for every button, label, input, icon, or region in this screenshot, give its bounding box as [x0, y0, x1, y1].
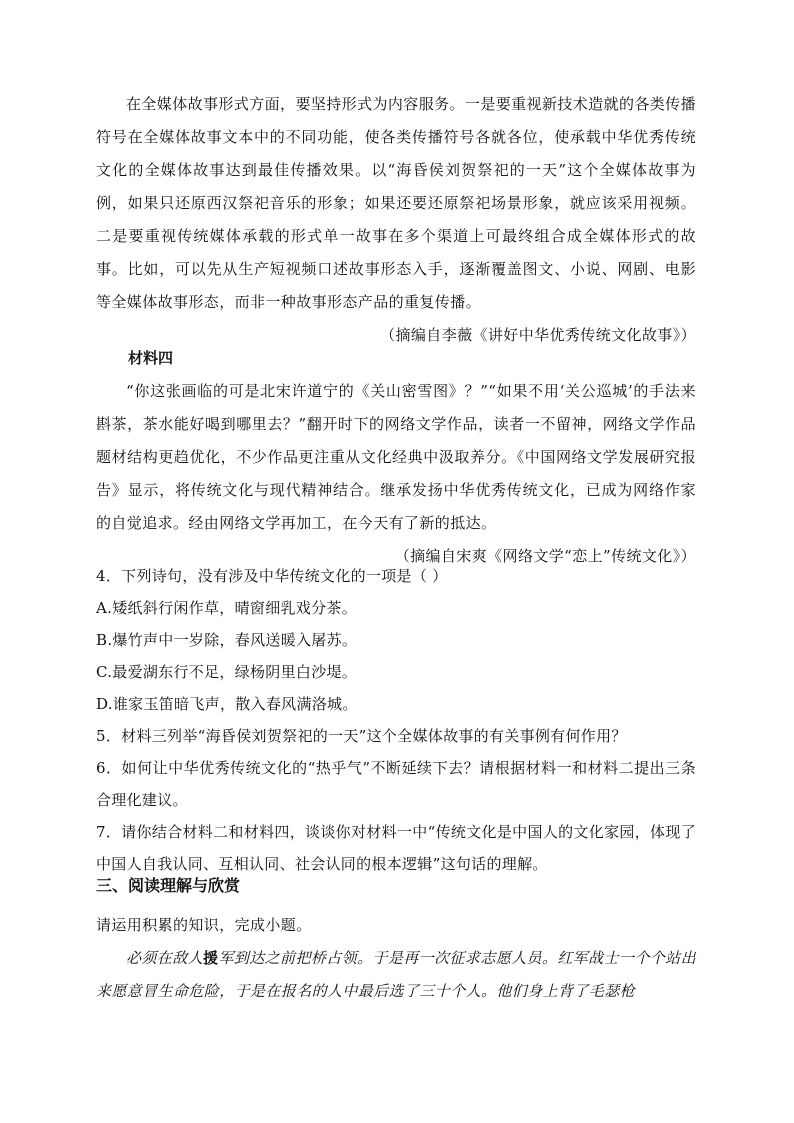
section-three-title: 三、阅读理解与欣赏	[96, 878, 241, 895]
question-6: 6．如何让中华优秀传统文化的“热乎气”不断延续下去？请根据材料一和材料二提出三条合理化建议。	[96, 759, 696, 809]
question-4-option-c: C.最爱湖东行不足，绿杨阴里白沙堤。	[96, 663, 358, 681]
section-three	[96, 870, 696, 1008]
material-four-source: （摘编自宋爽《网络文学“恋上”传统文化》）	[394, 547, 696, 565]
passage-text-after: 军到达之前把桥占领。于是再一次征求志愿人员。红军战士一个个站出来愿意冒生命危险，于是在报名的人中最后选了三十个人。他们身上背了毛瑟枪	[96, 949, 696, 1000]
material-four	[96, 342, 696, 573]
material-three-source: （摘编自李薇《讲好中华优秀传统文化故事》）	[380, 326, 696, 344]
question-4-option-b: B.爆竹声中一岁除，春风送暖入屠苏。	[96, 631, 358, 649]
question-5: 5．材料三列举“海昏侯刘贺祭祀的一天”这个全媒体故事的有关事例有何作用？	[96, 727, 627, 745]
passage-bold-word: 援	[203, 949, 219, 967]
question-4-stem: 4．下列诗句，没有涉及中华传统文化的一项是（ ）	[96, 567, 448, 585]
section-three-passage	[96, 942, 696, 1008]
material-four-heading: 材料四	[128, 349, 174, 367]
material-three-paragraph: 在全媒体故事形式方面，要坚持形式为内容服务。一是要重视新技术造就的各类传播符号在全媒体故事文本中的不同功能，使各类传播符号各就各位，使承载中华优秀传统文化的全媒体故事达到最佳传播效果。以“海昏侯刘贺祭祀的一天”这个全媒体故事为例，如果只还原西汉祭祀音乐的形象；如果还要还原祭祀场景形象，就应该采用视频。二是要重视传统媒体承载的形式单一故事在多个渠道上可最终组合成全媒体形式的故事。比如，可以先从生产短视频口述故事形态入手，逐渐覆盖图文、小说、网剧、电影等全媒体故事形态，而非一种故事形态产品的重复传播。	[96, 95, 696, 311]
question-7: 7．请你结合材料二和材料四，谈谈你对材料一中“传统文化是中国人的文化家园，体现了中国人自我认同、互相认同、社会认同的根本逻辑”这句话的理解。	[96, 823, 696, 873]
question-4-option-d: D.谁家玉笛暗飞声，散入春风满洛城。	[96, 695, 358, 713]
material-four-paragraph: “你这张画临的可是北宋许道宁的《关山密雪图》？”“如果不用‘关公巡城’的手法来斟茶，茶水能好喝到哪里去？”翻开时下的网络文学作品，读者一不留神，网络文学作品题材结构更趋优化，不少作品更注重从文化经典中汲取养分。《中国网络文学发展研究报告》显示，将传统文化与现代精神结合。继承发扬中华优秀传统文化，已成为网络作家的自觉追求。经由网络文学再加工，在今天有了新的抵达。	[96, 382, 696, 532]
passage-text-before: 必须在敌人	[126, 949, 204, 967]
material-three	[96, 88, 696, 352]
question-4-option-a: A.矮纸斜行闲作草，晴窗细乳戏分茶。	[96, 599, 358, 617]
section-three-instruction: 请运用积累的知识，完成小题。	[96, 916, 312, 934]
questions	[96, 560, 696, 880]
